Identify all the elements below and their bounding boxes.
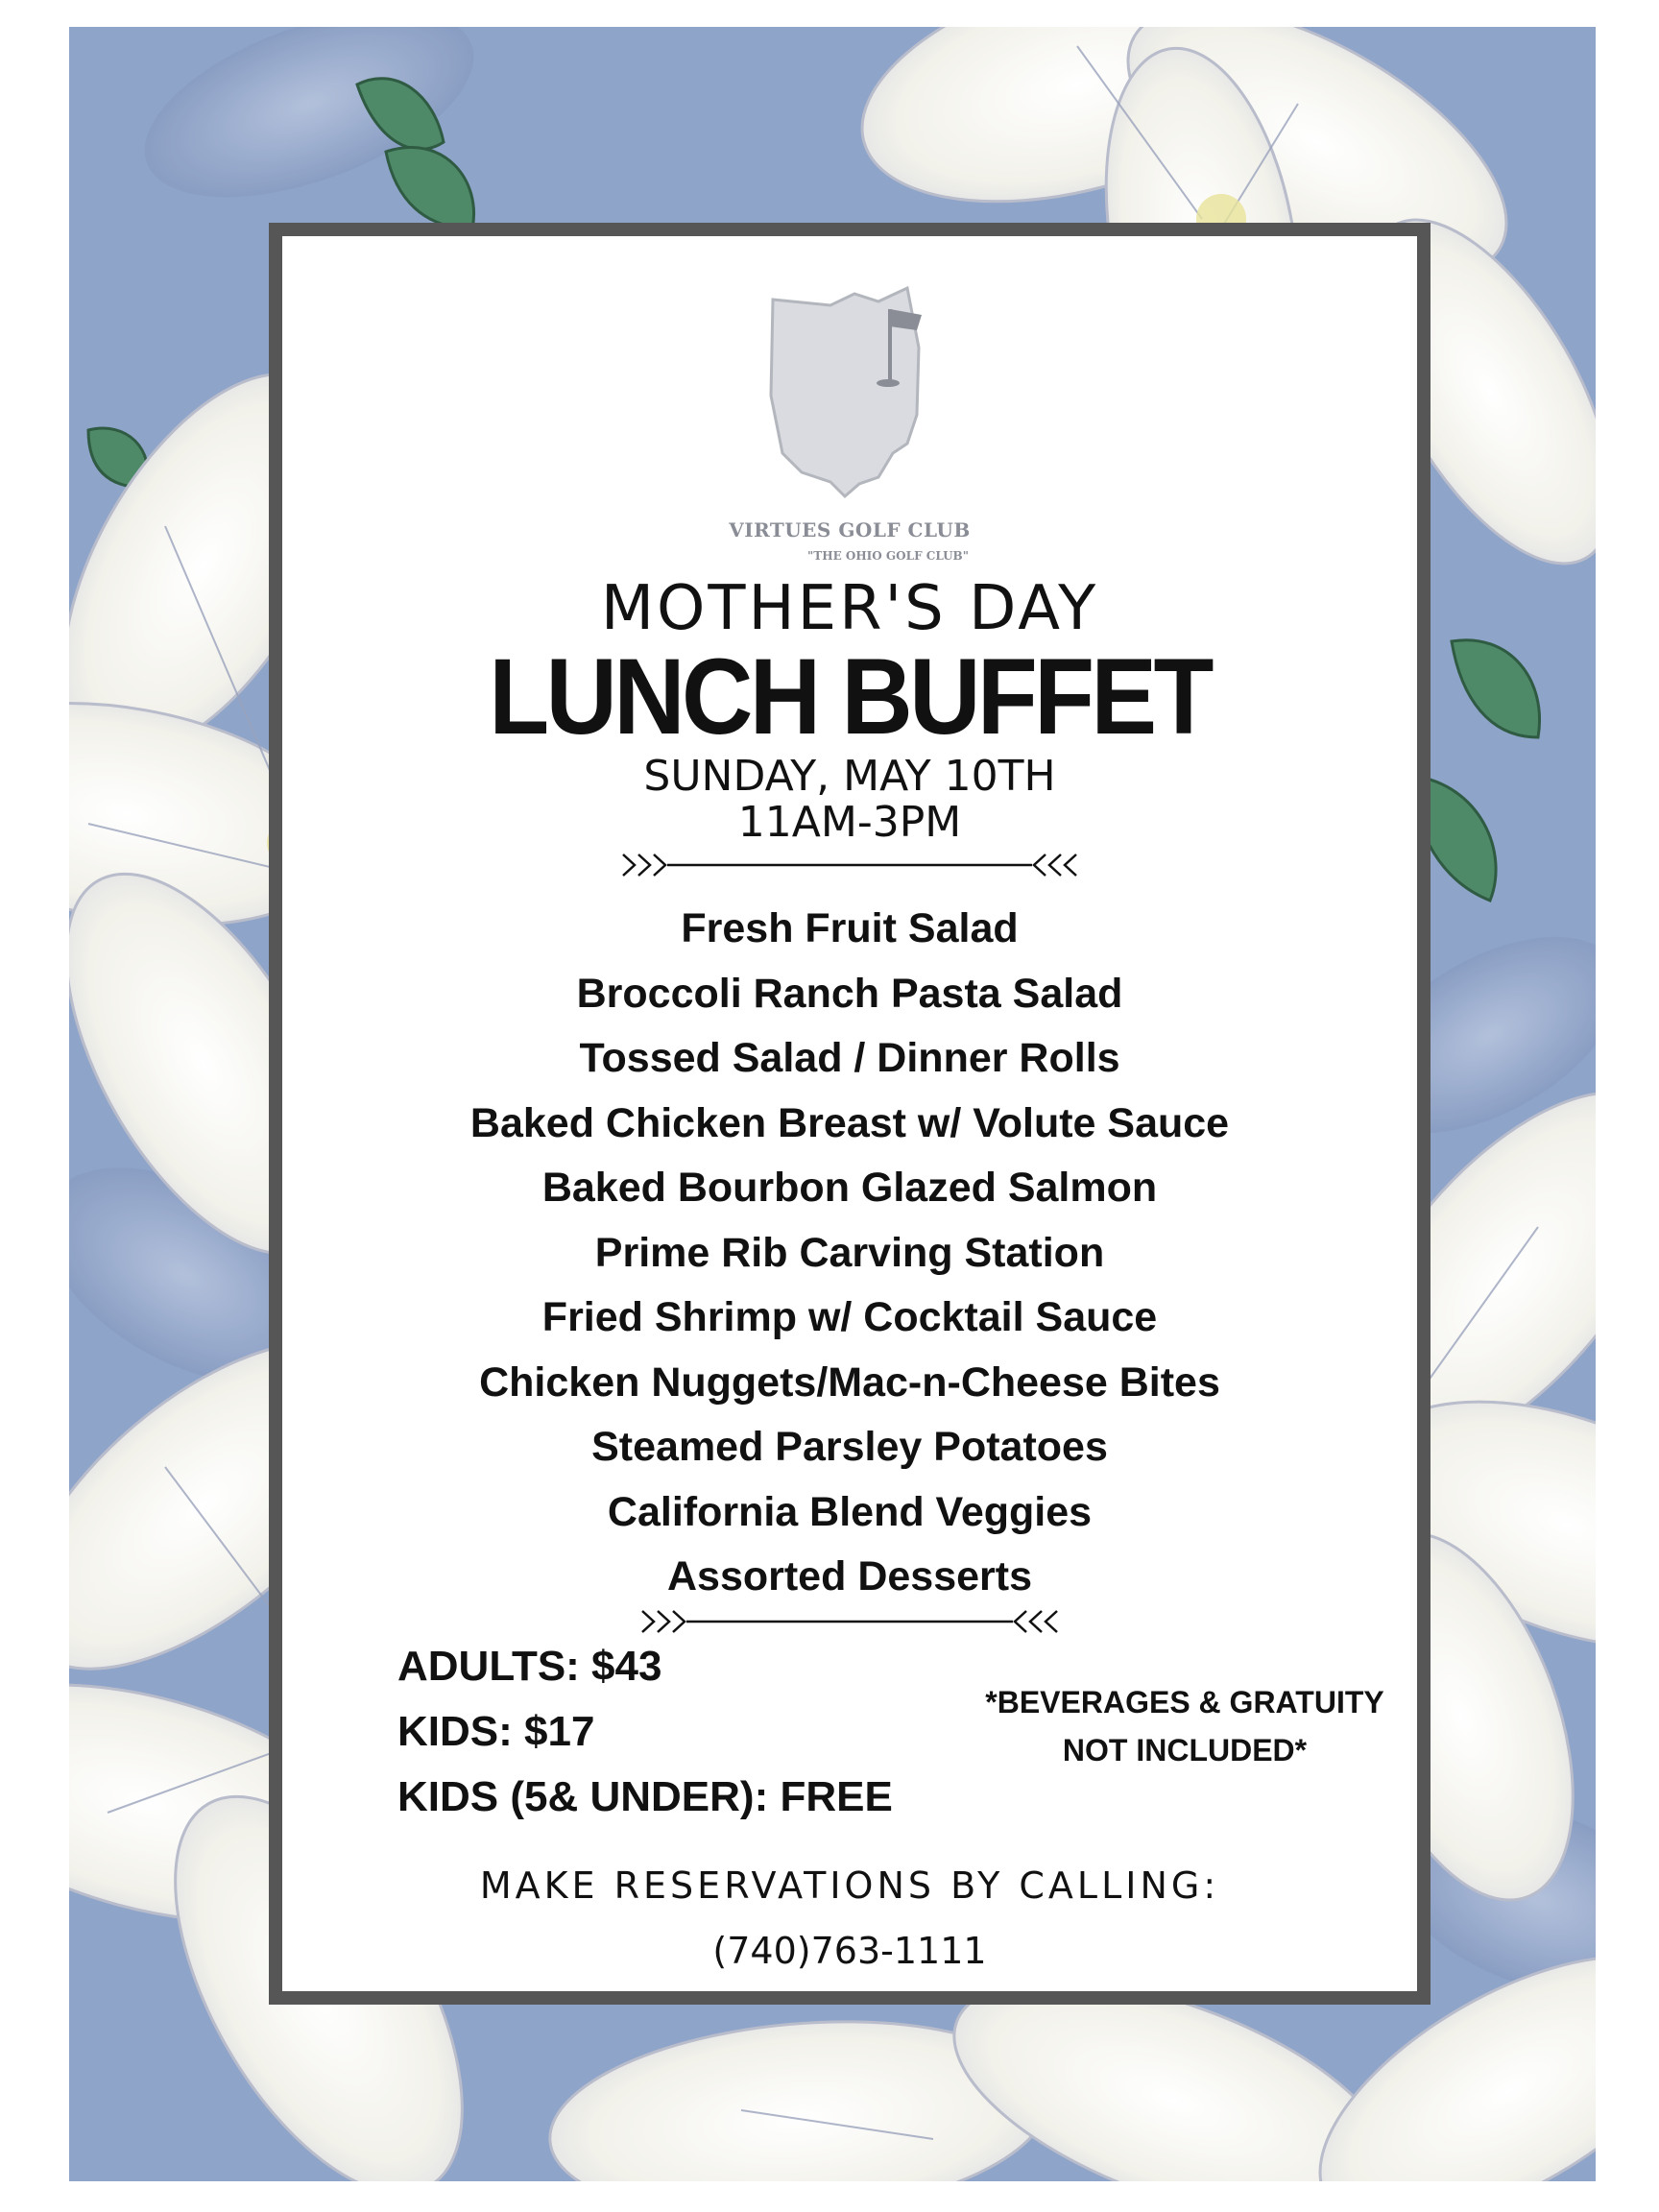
menu-item: Broccoli Ranch Pasta Salad (576, 970, 1123, 1017)
price-note-line: NOT INCLUDED* (1062, 1733, 1308, 1767)
menu-item: California Blend Veggies (607, 1488, 1093, 1535)
arrow-divider-icon (638, 1607, 1061, 1636)
menu-list (282, 897, 1417, 1610)
menu-item: Baked Chicken Breast w/ Volute Sauce (469, 1099, 1230, 1146)
club-logo (282, 280, 1417, 597)
menu-item: Tossed Salad / Dinner Rolls (579, 1035, 1120, 1081)
event-date: SUNDAY, MAY 10TH (643, 752, 1056, 801)
adult-price: ADULTS: $43 (397, 1643, 662, 1690)
reservation-phone: (740)763-1111 (712, 1930, 987, 1972)
occasion-title: MOTHER'S DAY (600, 573, 1099, 644)
reservation-label: MAKE RESERVATIONS BY CALLING: (479, 1864, 1220, 1907)
price-note-line: *BEVERAGES & GRATUITY (985, 1685, 1384, 1719)
menu-item: Baked Bourbon Glazed Salmon (541, 1165, 1158, 1211)
club-name: VIRTUES GOLF CLUB (729, 518, 971, 541)
event-time: 11AM-3PM (737, 798, 962, 847)
menu-item: Chicken Nuggets/Mac-n-Cheese Bites (479, 1358, 1220, 1406)
event-title: LUNCH BUFFET (489, 637, 1211, 757)
price-note (954, 1678, 1415, 1774)
kids-price: KIDS: $17 (397, 1708, 595, 1755)
menu-item: Prime Rib Carving Station (594, 1229, 1105, 1276)
menu-item: Fresh Fruit Salad (681, 905, 1019, 951)
club-tagline: "THE OHIO GOLF CLUB" (807, 549, 969, 563)
arrow-divider-top (282, 851, 1417, 879)
arrow-divider-icon (619, 851, 1080, 879)
menu-item: Assorted Desserts (666, 1553, 1032, 1599)
menu-item: Fried Shrimp w/ Cocktail Sauce (541, 1294, 1158, 1340)
kids-free-price: KIDS (5& UNDER): FREE (397, 1773, 893, 1820)
menu-item: Steamed Parsley Potatoes (591, 1424, 1108, 1470)
ohio-state-golf-flag-icon (763, 280, 936, 501)
price-list (397, 1634, 893, 1830)
menu-card (269, 223, 1431, 2005)
arrow-divider-bottom (282, 1607, 1417, 1636)
